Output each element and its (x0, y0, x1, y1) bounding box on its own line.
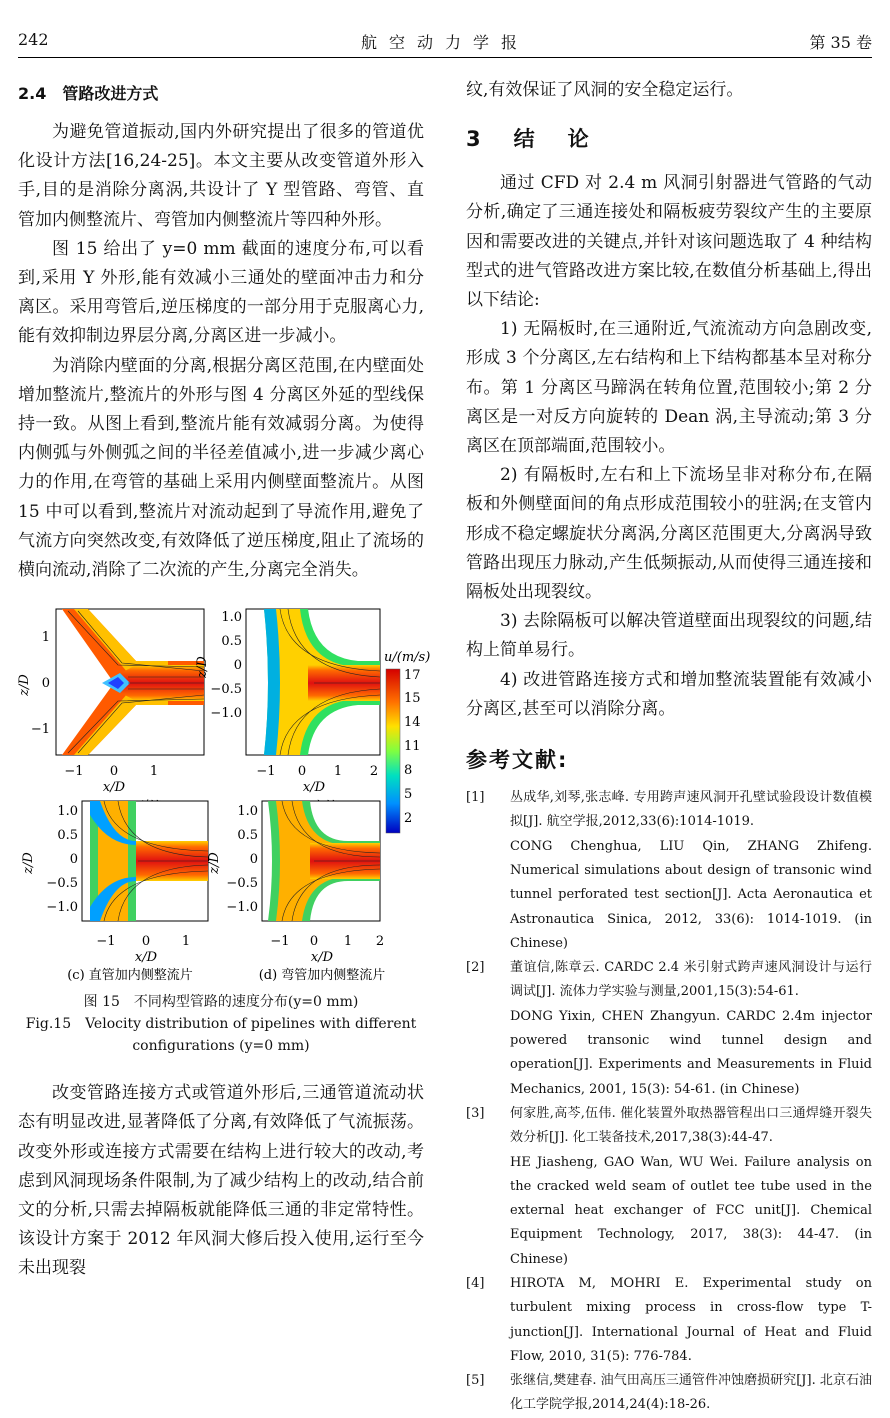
figure-15 (17, 605, 431, 984)
tick-label: −1 (64, 764, 84, 780)
paragraph: 图 15 给出了 y=0 mm 截面的速度分布,可以看到,采用 Y 外形,能有效减小三通处的壁面冲击力和分离区。采用弯管后,逆压梯度的一部分用于克服离心力,能有效抑制边界层分离,分离区进一步减小。 (18, 238, 424, 347)
panel-a-plot (17, 609, 204, 815)
tick-label: 1 (41, 630, 50, 646)
panel-d-plot (262, 801, 380, 921)
tick-label: −1 (96, 934, 116, 950)
tick-label: −1 (30, 722, 50, 738)
paragraph: 1) 无隔板时,在三通附近,气流流动方向急剧改变,形成 3 个分离区,左右结构和上下结构都基本呈对称分布。第 1 分离区马蹄涡在转角位置,范围较小;第 2 分离区是一对反方向旋转的 Dean 涡,主导流动;第 3 分离区在顶部端面,范围较小。 (466, 319, 872, 457)
reference-list (466, 786, 872, 1418)
conclusion-title: 3 结 论 (466, 127, 595, 152)
tick-label: −1 (270, 934, 290, 950)
reference-cn: 何家胜,高芩,伍伟. 催化装置外取热器管程出口三通焊缝开裂失效分析[J]. 化工装备技术,2017,38(3):44-47. (510, 1105, 872, 1146)
tick-label: −1 (256, 764, 276, 780)
tick-label: 1.0 (237, 804, 258, 820)
x-axis-label: x/D (102, 780, 126, 796)
reference-number: [1] (466, 790, 485, 806)
tick-label: −0.5 (46, 876, 78, 892)
volume-number: 第 35 卷 (809, 33, 872, 52)
panel-caption: (c) 直管加内侧整流片 (67, 968, 193, 984)
left-column (17, 76, 431, 1284)
x-axis-label: x/D (310, 950, 334, 966)
paragraph: 改变管路连接方式或管道外形后,三通管道流动状态有明显改进,显著降低了分离,有效降低了气流振荡。改变外形或连接方式需要在结构上进行较大的改动,考虑到风洞现场条件限制,为了减少结构上的改动,结合前文的分析,只需去掉隔板就能降低三通的非定常特性。该设计方案于 2012 年风洞大修后投入使用,运行至今未出现裂 (18, 1083, 424, 1279)
section-title: 2.4 管路改进方式 (18, 84, 159, 103)
colorbar-tick: 14 (404, 715, 421, 731)
reference-item (466, 1369, 872, 1418)
tick-label: 0.5 (57, 828, 78, 844)
reference-item (466, 1102, 872, 1272)
tick-label: −0.5 (210, 682, 242, 698)
reference-number: [5] (466, 1373, 485, 1389)
tick-label: −1.0 (226, 900, 258, 916)
tick-label: 1 (343, 934, 353, 950)
paragraph: 纹,有效保证了风洞的安全稳定运行。 (466, 80, 744, 100)
paragraph: 通过 CFD 对 2.4 m 风洞引射器进气管路的气动分析,确定了三通连接处和隔板疲劳裂纹产生的主要原因和需要改进的关键点,并针对该问题选取了 4 种结构型式的进气管路改进方案比较,在数值分析基础上,得出以下结论: (466, 173, 872, 311)
paragraph: 2) 有隔板时,左右和上下流场呈非对称分布,在隔板和外侧壁面间的角点形成范围较小的驻涡;在支管内形成不稳定螺旋状分离涡,分离区范围更大,分离涡导致管路出现压力脉动,产生低频振动,从而使得三通连接和隔板处出现裂纹。 (466, 465, 872, 603)
colorbar-label: u/(m/s) (384, 650, 431, 666)
colorbar-tick: 17 (404, 668, 421, 684)
reference-number: [2] (466, 960, 485, 976)
paragraph: 4) 改进管路连接方式和增加整流装置能有效减小分离区,甚至可以消除分离。 (466, 669, 872, 719)
reference-cn: HIROTA M, MOHRI E. Experimental study on turbulent mixing process in cross-flow type T-junction[J]. International Journal of Heat and Fluid Flow, 2010, 31(5): 776-784. (510, 1276, 872, 1364)
tick-label: 2 (375, 934, 385, 950)
tick-label: 2 (369, 764, 379, 780)
reference-en: HE Jiasheng, GAO Wan, WU Wei. Failure analysis on the cracked weld seam of outlet tee tube used in the external heat exchanger of FCC unit[J]. Chemical Equipment Technology, 2017, 38(3): 44-47. (in Chinese) (510, 1154, 872, 1267)
figure-caption (18, 991, 424, 1057)
tick-label: 1 (181, 934, 191, 950)
y-axis-label: z/D (195, 656, 210, 679)
references-title: 参考文献: (466, 748, 569, 773)
panel-b-plot (195, 609, 380, 815)
panel-caption: (d) 弯管加内侧整流片 (258, 968, 386, 984)
tick-label: 0.5 (237, 828, 258, 844)
tick-label: 1.0 (57, 804, 78, 820)
reference-en: DONG Yixin, CHEN Zhangyun. CARDC 2.4m injector powered transonic wind tunnel design and operation[J]. Experiments and Measurements in Fluid Mechanics, 2001, 15(3): 54-61. (in Chinese) (510, 1008, 872, 1097)
paragraph: 为消除内壁面的分离,根据分离区范围,在内壁面处增加整流片,整流片的外形与图 4 分离区外延的型线保持一致。从图上看到,整流片能有效减弱分离。为使得内侧弧与外侧弧之间的半径差值减小,进一步减少离心力的作用,在弯管的基础上采用内侧壁面整流片。从图 15 中可以看到,整流片对流动起到了导流作用,避免了气流方向突然改变,有效降低了逆压梯度,阻止了流场的横向流动,消除了二次流的产生,分离完全消失。 (18, 355, 424, 581)
x-axis-label: x/D (302, 780, 326, 796)
colorbar (384, 650, 430, 833)
y-axis-label: z/D (207, 852, 222, 875)
tick-label: 0 (297, 764, 307, 780)
tick-label: −0.5 (226, 876, 258, 892)
colorbar-tick: 2 (404, 811, 413, 827)
page-number: 242 (18, 30, 49, 49)
y-axis-label: z/D (17, 674, 32, 697)
reference-item (466, 786, 872, 956)
tick-label: 0 (109, 764, 119, 780)
journal-name: 航空动力学报 (360, 33, 529, 52)
reference-cn: 张继信,樊建春. 油气田高压三通管件冲蚀磨损研究[J]. 北京石油化工学院学报,2014,24(4):18-26. (510, 1373, 872, 1413)
tick-label: −1.0 (210, 706, 242, 722)
tick-label: 0 (141, 934, 151, 950)
tick-label: 0 (309, 934, 319, 950)
reference-number: [4] (466, 1276, 485, 1291)
caption-en-2: configurations (y=0 mm) (132, 1038, 310, 1055)
y-axis-label: z/D (21, 852, 36, 875)
figure-15-plots (17, 605, 431, 984)
tick-label: 0 (249, 852, 258, 868)
reference-cn: 董谊信,陈章云. CARDC 2.4 米引射式跨声速风洞设计与运行调试[J]. 流体力学实验与测量,2001,15(3):54-61. (510, 960, 872, 1000)
colorbar-tick: 5 (404, 787, 413, 803)
paragraph: 3) 去除隔板可以解决管道壁面出现裂纹的问题,结构上简单易行。 (466, 611, 872, 661)
colorbar-tick: 8 (404, 763, 413, 779)
colorbar-tick: 11 (404, 739, 421, 755)
tick-label: 1.0 (221, 610, 242, 626)
reference-item (466, 956, 872, 1102)
tick-label: 1 (149, 764, 159, 780)
caption-cn: 图 15 不同构型管路的速度分布(y=0 mm) (83, 994, 359, 1011)
x-axis-label: x/D (134, 950, 158, 966)
caption-en-1: Fig.15 Velocity distribution of pipelines with different (25, 1016, 417, 1033)
panel-c-plot (82, 801, 208, 921)
tick-label: 0.5 (221, 634, 242, 650)
tick-label: 1 (333, 764, 343, 780)
right-column (466, 76, 872, 1418)
reference-cn: 丛成华,刘琴,张志峰. 专用跨声速风洞开孔壁试验段设计数值模拟[J]. 航空学报,2012,33(6):1014-1019. (510, 790, 872, 830)
tick-label: 0 (233, 658, 242, 674)
page-header (18, 30, 872, 52)
tick-label: −1.0 (46, 900, 78, 916)
reference-en: CONG Chenghua, LIU Qin, ZHANG Zhifeng. Numerical simulations about design of transonic wind tunnel perforated test section[J]. Acta Aeronautica et Astronautica Sinica, 2012, 33(6): 1014-1019. (in Chinese) (510, 838, 872, 951)
reference-item (466, 1272, 872, 1369)
tick-label: 0 (69, 852, 78, 868)
paragraph: 为避免管道振动,国内外研究提出了很多的管道优化设计方法[16,24-25]。本文主要从改变管道外形入手,目的是消除分离涡,共设计了 Y 型管路、弯管、直管加内侧整流片、弯管加内侧整流片等四种外形。 (18, 122, 424, 230)
colorbar-tick: 15 (404, 691, 421, 707)
reference-number: [3] (466, 1105, 485, 1121)
tick-label: 0 (41, 676, 50, 692)
header-rule (18, 57, 872, 58)
